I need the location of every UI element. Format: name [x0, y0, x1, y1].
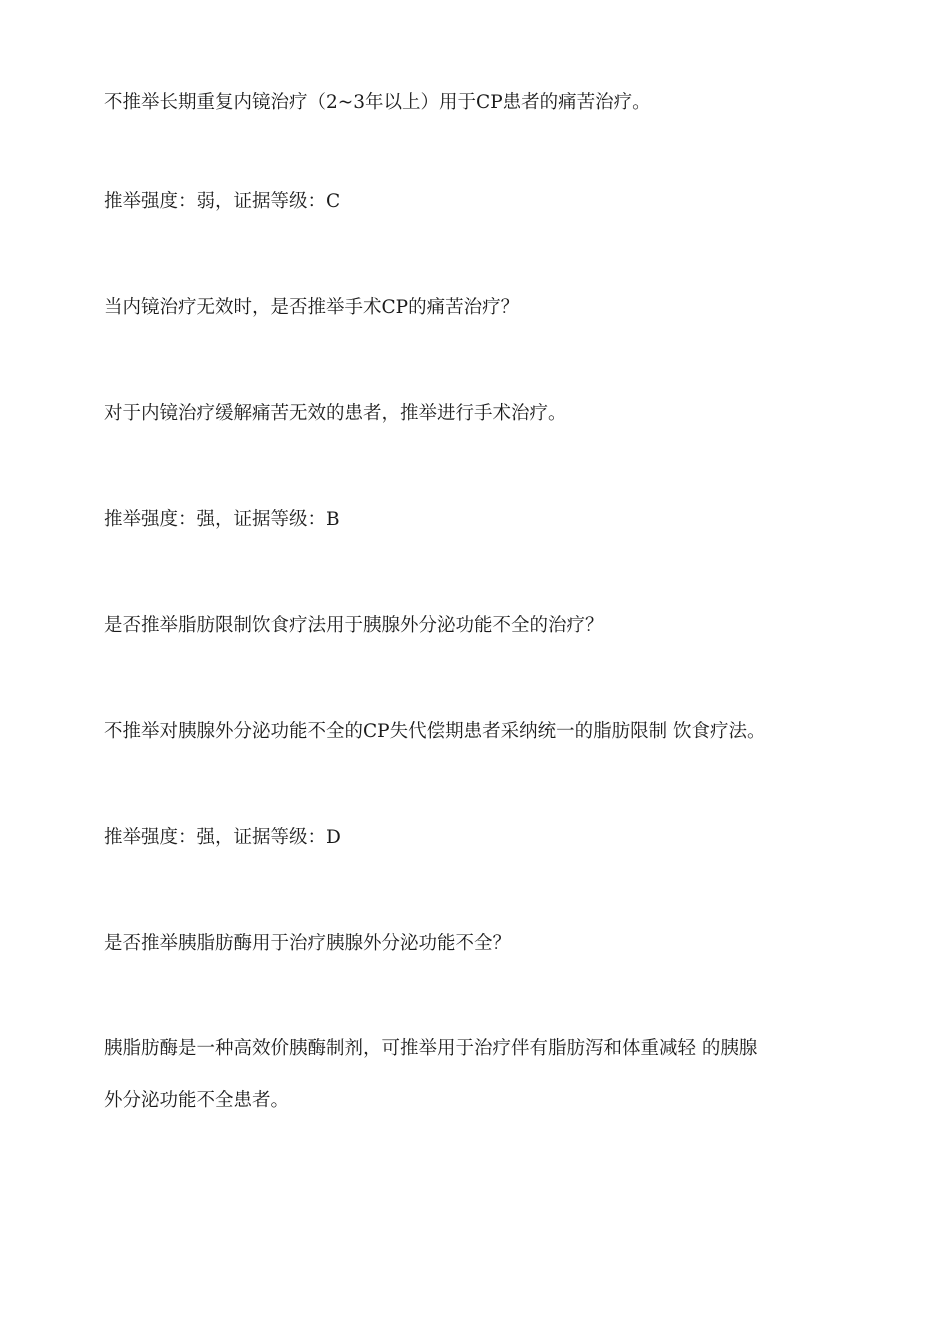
paragraph-lipase-line-2: 外分泌功能不全患者。: [104, 1090, 290, 1111]
paragraph-fat-restriction-not-recommended: 不推举对胰腺外分泌功能不全的CP失代偿期患者采纳统一的脂肪限制 饮食疗法。: [104, 721, 766, 742]
paragraph-question-surgery: 当内镜治疗无效时，是否推举手术CP的痛苦治疗？: [104, 297, 520, 318]
paragraph-strength-weak-c: 推举强度：弱，证据等级：C: [104, 191, 341, 212]
paragraph-question-lipase: 是否推举胰脂肪酶用于治疗胰腺外分泌功能不全？: [104, 933, 512, 954]
paragraph-strength-strong-b: 推举强度：强，证据等级：B: [104, 509, 340, 530]
paragraph-question-fat-restriction: 是否推举脂肪限制饮食疗法用于胰腺外分泌功能不全的治疗？: [104, 615, 604, 636]
paragraph-endoscopy-not-recommended: 不推举长期重复内镜治疗（2~3年以上）用于CP患者的痛苦治疗。: [104, 92, 651, 113]
paragraph-lipase-line-1: 胰脂肪酶是一种高效价胰酶制剂，可推举用于治疗伴有脂肪泻和体重减轻 的胰腺: [104, 1038, 758, 1059]
paragraph-surgery-recommended: 对于内镜治疗缓解痛苦无效的患者，推举进行手术治疗。: [104, 403, 567, 424]
paragraph-strength-strong-d: 推举强度：强，证据等级：D: [104, 827, 341, 848]
